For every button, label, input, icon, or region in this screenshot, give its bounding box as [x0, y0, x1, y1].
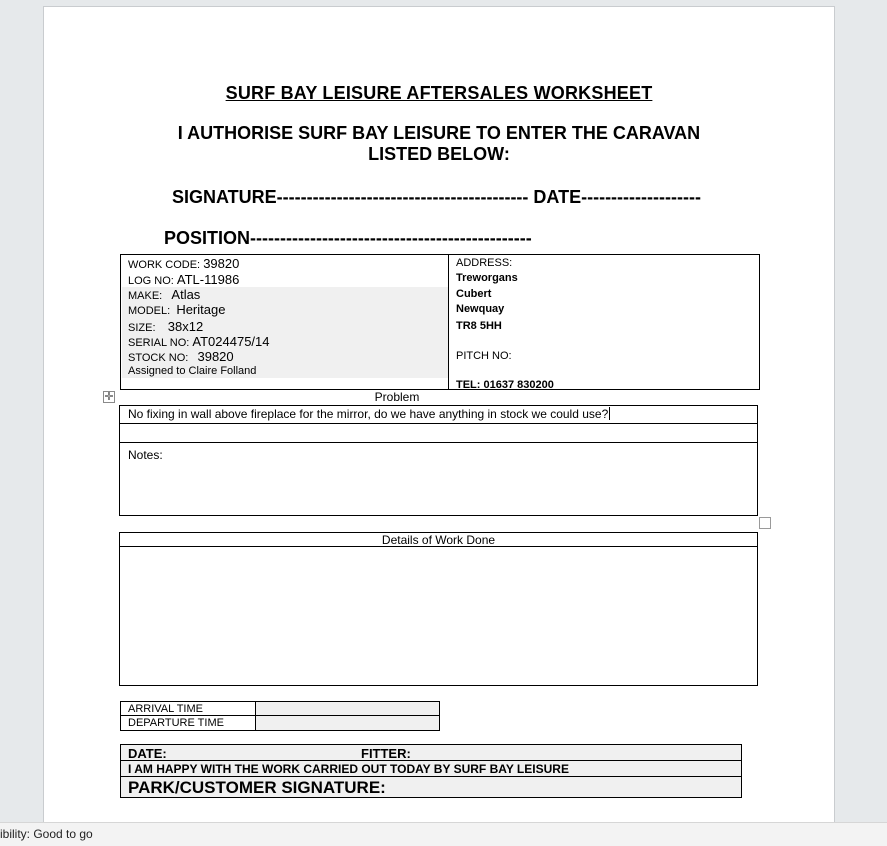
signoff-table[interactable]	[120, 744, 742, 798]
departure-label: DEPARTURE TIME	[128, 717, 224, 729]
job-details-cell[interactable]	[121, 255, 449, 389]
work-code-label: WORK CODE:	[128, 259, 201, 271]
notes-label: Notes:	[128, 448, 163, 462]
problem-text-wrap[interactable]	[128, 407, 610, 421]
arrival-label: ARRIVAL TIME	[128, 703, 203, 715]
text-cursor	[609, 407, 610, 420]
log-no-label: LOG NO:	[128, 275, 174, 287]
fitter-label: FITTER:	[361, 746, 411, 761]
model-value: Heritage	[176, 302, 226, 317]
position-line: POSITION-----------------------------------------------	[164, 228, 532, 248]
problem-text: No fixing in wall above fireplace for the mirror, do we have anything in stock we could use?	[128, 407, 609, 421]
resize-icon[interactable]	[759, 517, 771, 529]
arrival-time-cell[interactable]	[255, 702, 439, 715]
accessibility-status[interactable]: ibility: Good to go	[0, 827, 93, 841]
serial-label: SERIAL NO:	[128, 337, 190, 349]
address-label: ADDRESS:	[456, 257, 513, 269]
authorise-line-2: LISTED BELOW:	[368, 144, 510, 164]
departure-time-cell[interactable]	[255, 716, 439, 730]
move-icon[interactable]: ✛	[104, 391, 114, 403]
date-label: DATE:	[128, 746, 167, 761]
problem-table[interactable]	[119, 405, 758, 516]
model-label: MODEL:	[128, 305, 171, 317]
authorise-statement	[44, 123, 834, 165]
size-field	[128, 319, 203, 334]
assigned-to: Assigned to Claire Folland	[128, 365, 257, 377]
stock-field	[128, 349, 234, 364]
arrival-row[interactable]	[121, 702, 439, 716]
stock-value: 39820	[197, 349, 234, 364]
job-details-table[interactable]	[120, 254, 760, 390]
log-no-value: ATL-11986	[176, 272, 240, 287]
satisfaction-row[interactable]	[121, 761, 741, 777]
status-bar	[0, 822, 887, 846]
date-fitter-row[interactable]	[121, 745, 741, 761]
signature-date-line: SIGNATURE------------------------------------------ DATE--------------------	[172, 187, 701, 207]
satisfaction-statement: I AM HAPPY WITH THE WORK CARRIED OUT TODAY BY SURF BAY LEISURE	[128, 762, 569, 776]
authorise-line-1: I AUTHORISE SURF BAY LEISURE TO ENTER THE CARAVAN	[177, 123, 701, 143]
make-value: Atlas	[171, 287, 201, 302]
log-no-field	[128, 272, 239, 287]
worksheet-title: SURF BAY LEISURE AFTERSALES WORKSHEET	[225, 83, 653, 103]
problem-blank-row[interactable]	[120, 424, 757, 443]
address-line-3: Newquay	[456, 303, 505, 315]
stock-label: STOCK NO:	[128, 352, 189, 364]
work-done-header: Details of Work Done	[120, 533, 757, 547]
make-label: MAKE:	[128, 290, 163, 302]
telephone: TEL: 01637 830200	[456, 379, 554, 391]
serial-value: AT024475/14	[192, 334, 270, 349]
address-postcode: TR8 5HH	[456, 320, 502, 332]
make-field	[128, 287, 200, 302]
work-code-field	[128, 256, 239, 271]
customer-signature-label: PARK/CUSTOMER SIGNATURE:	[128, 778, 386, 797]
address-line-1: Treworgans	[456, 272, 518, 284]
work-done-table[interactable]	[119, 532, 758, 686]
departure-row[interactable]	[121, 716, 439, 730]
size-label: SIZE:	[128, 322, 156, 334]
work-code-value: 39820	[203, 256, 240, 271]
problem-row[interactable]	[120, 406, 757, 424]
serial-field	[128, 334, 270, 349]
problem-label: Problem	[374, 390, 420, 404]
pitch-no-label: PITCH NO:	[456, 350, 512, 362]
time-table[interactable]	[120, 701, 440, 731]
model-field	[128, 302, 225, 317]
size-value: 38x12	[167, 319, 204, 334]
address-line-2: Cubert	[456, 288, 492, 300]
